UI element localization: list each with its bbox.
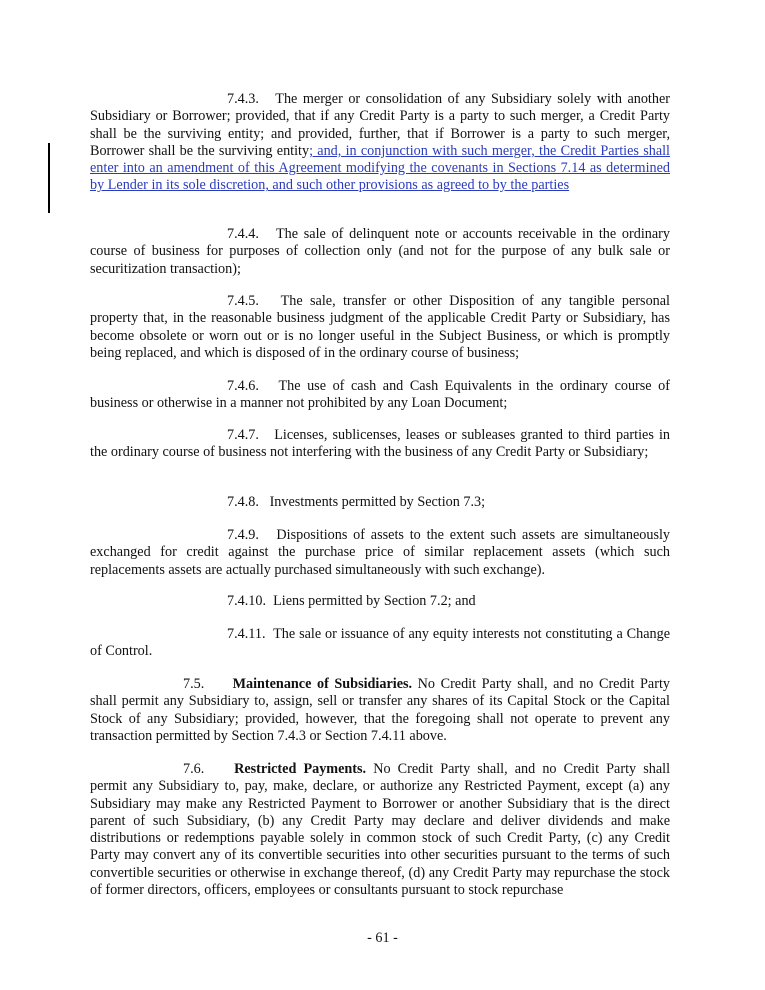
section-number: 7.4.3. <box>227 91 259 107</box>
section-number: 7.4.6. <box>227 378 259 394</box>
section-number: 7.4.5. <box>227 293 259 309</box>
section-number: 7.4.10. <box>227 593 267 609</box>
section-heading: Restricted Payments. <box>234 761 367 777</box>
section-7-4-7 <box>90 427 670 462</box>
section-number: 7.4.8. <box>227 494 259 510</box>
section-text: No Credit Party shall, and no Credit Party shall permit any Subsidiary to, assign, sell or transfer any shares of its Capital Stock or the Capital Stock of any Subsidiary; provided, however, that the foregoing shall not operate to prevent any transaction permitted by Section 7.4.3 or Section 7.4.11 above. <box>90 676 670 744</box>
section-text: The use of cash and Cash Equivalents in the ordinary course of business or otherwise in a manner not prohibited by any Loan Document; <box>90 378 670 412</box>
section-number: 7.5. <box>183 676 205 692</box>
page-number: - 61 - <box>367 930 398 946</box>
section-text: Licenses, sublicenses, leases or subleases granted to third parties in the ordinary course of business not interfering with the business of any Credit Party or Subsidiary; <box>90 427 671 461</box>
section-number: 7.4.4. <box>227 226 259 242</box>
inserted-revision-text: ; and, in conjunction with such merger, the Credit Parties shall enter into an amendment of this Agreement modifying the covenants in Sections 7.14 as determined by Lender in its sole discretion, and such other provisions as agreed to by the parties <box>90 142 670 194</box>
section-text: The merger or consolidation of any Subsidiary solely with another Subsidiary or Borrower; provided, that if any Credit Party is a party to such merger, a Credit Party shall be the surviving entity; and provided, further, that if Borrower is a party to such merger, Borrower shall be the surviving entity <box>90 91 670 159</box>
section-7-4-4 <box>90 226 670 278</box>
section-7-4-3 <box>90 91 670 195</box>
section-number: 7.4.9. <box>227 527 259 543</box>
section-7-4-8 <box>90 494 670 511</box>
section-number: 7.4.7. <box>227 427 259 443</box>
section-text: Liens permitted by Section 7.2; and <box>273 593 476 609</box>
section-text: The sale, transfer or other Disposition of any tangible personal property that, in the reasonable business judgment of the applicable Credit Party or Subsidiary, has become obsolete or worn out or is no longer useful in the Subject Business, or which is promptly being replaced, and which is disposed of in the ordinary course of business; <box>90 293 670 361</box>
section-7-4-9 <box>90 527 670 579</box>
section-7-4-5 <box>90 293 670 362</box>
section-7-6 <box>90 761 670 899</box>
revision-change-bar <box>48 143 50 213</box>
section-text: Investments permitted by Section 7.3; <box>269 494 486 510</box>
section-number: 7.4.11. <box>227 626 266 642</box>
section-text: The sale or issuance of any equity interests not constituting a Change of Control. <box>90 626 670 660</box>
section-7-5 <box>90 676 670 745</box>
section-text: Dispositions of assets to the extent such assets are simultaneously exchanged for credit against the purchase price of similar replacement assets (which such replacements assets are actually purchased simultaneously with such exchange). <box>90 527 671 578</box>
section-heading: Maintenance of Subsidiaries. <box>232 676 413 692</box>
section-text: No Credit Party shall, and no Credit Party shall permit any Subsidiary to, pay, make, declare, or authorize any Restricted Payment, except (a) any Subsidiary may make any Restricted Payment to Borrower or another Subsidiary that is the direct parent of such Subsidiary, (b) any Credit Party may declare and deliver dividends and make distributions or redemptions payable solely in common stock of such Credit Party, (c) any Credit Party may convert any of its convertible securities into other securities pursuant to the terms of such convertible securities or otherwise in exchange thereof, (d) any Credit Party may repurchase the stock of former directors, officers, employees or consultants pursuant to stock repurchase <box>90 761 671 899</box>
section-7-4-6 <box>90 378 670 413</box>
section-number: 7.6. <box>183 761 205 777</box>
section-7-4-11 <box>90 626 670 661</box>
section-7-4-10 <box>90 593 670 610</box>
section-text: The sale of delinquent note or accounts receivable in the ordinary course of business for purposes of collection only (and not for the purpose of any bulk sale or securitization transaction); <box>90 226 670 277</box>
